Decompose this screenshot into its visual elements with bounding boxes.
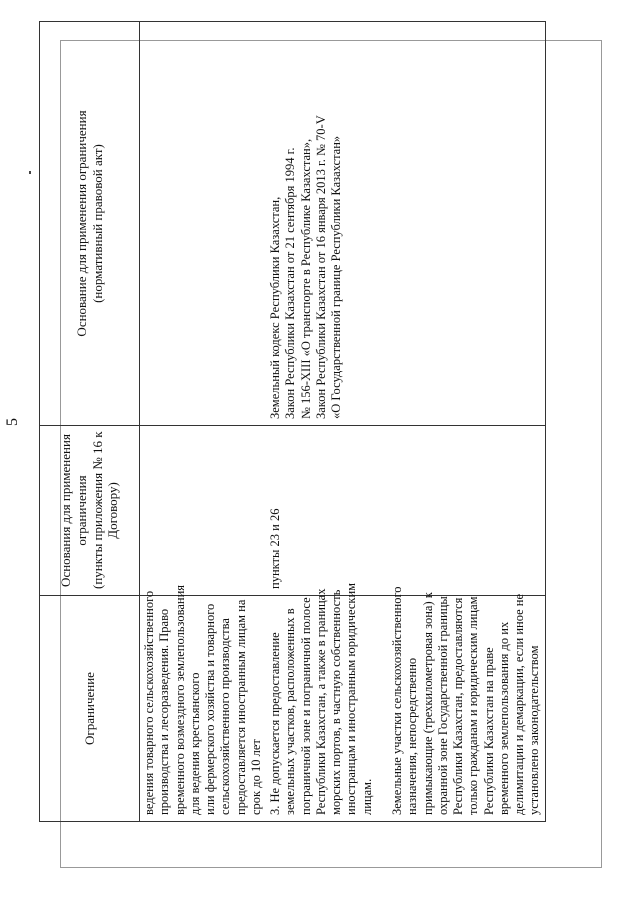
text-line: назначения, непосредственно <box>405 657 420 815</box>
text-line: морских портов, в частную собственность <box>329 589 343 815</box>
text-line: временного возмездного землепользования <box>172 584 187 815</box>
text-line: примыкающие (трехкилометровая зона) к <box>420 592 435 815</box>
header-basis-legal <box>40 22 140 426</box>
text-line: лицам. <box>359 778 374 815</box>
restrictions-table <box>39 21 546 822</box>
text-line: «О Государственной границе Республики Казахстан» <box>329 135 343 419</box>
text-line: производства и лесоразведения. Право <box>157 608 172 815</box>
table-header-row <box>40 22 140 822</box>
text-line: срок до 10 лет <box>248 739 263 815</box>
text-line: 3. Не допускается предоставление <box>268 632 282 815</box>
text-line: охранной зоне Государственной границы <box>435 596 450 815</box>
rotated-page-content <box>4 22 542 822</box>
text-line: для ведения крестьянского <box>187 672 202 815</box>
text-line: сельскохозяйственного производства <box>218 618 233 815</box>
text-line: установлено законодательством <box>527 645 542 815</box>
text-line: пункты 23 и 26 <box>268 508 282 589</box>
text-line <box>375 602 390 815</box>
text-line: Договору) <box>105 482 121 539</box>
text-line: временного землепользования до их <box>496 621 511 815</box>
text-line: (нормативный правовой акт) <box>89 144 105 303</box>
text-line: ведения товарного сельскохозяйственного <box>142 590 156 815</box>
cell-basis-legal <box>266 22 545 426</box>
table-row <box>140 22 267 822</box>
cell-restriction <box>140 584 267 822</box>
table-row <box>266 22 545 822</box>
text-line: земельных участков, расположенных в <box>283 608 298 815</box>
text-line: делимитации и демаркации, если иное не <box>512 593 526 815</box>
text-line: только гражданам и юридическим лицам <box>466 596 481 815</box>
cell-restriction <box>266 582 545 822</box>
text-line: ограничения <box>73 475 89 546</box>
text-line: предоставляется иностранным лицам на <box>233 599 248 815</box>
text-line: Закон Республики Казахстан от 16 января 2013 г. № 70-V <box>313 115 328 419</box>
header-basis-agreement <box>40 426 140 596</box>
text-line: Республики Казахстан на праве <box>481 647 496 815</box>
text-line: пограничной зоне и пограничной полосе <box>298 597 313 815</box>
cell-basis-legal <box>140 22 267 426</box>
header-restriction: Ограничение <box>40 596 140 822</box>
text-line: Республики Казахстан, предоставляются <box>451 597 465 815</box>
page-number: 5 <box>4 418 21 426</box>
cell-basis-agreement <box>140 426 267 596</box>
text-line: Закон Республики Казахстан от 21 сентября 1994 г. <box>283 147 298 419</box>
text-line: Земельный кодекс Республики Казахстан, <box>268 196 282 419</box>
text-line: Земельные участки сельскохозяйственного <box>390 586 404 815</box>
text-line: Основание для применения ограничения <box>73 110 89 337</box>
text-line: иностранцам и иностранным юридическим <box>344 582 359 815</box>
cell-basis-agreement <box>266 426 545 596</box>
text-line: (пункты приложения № 16 к <box>89 431 105 589</box>
text-line: Основания для применения <box>57 434 73 587</box>
text-line: или фермерского хозяйства и товарного <box>203 603 217 815</box>
text-line: № 156-XIII «О транспорте в Республике Казахстан», <box>298 138 313 419</box>
text-line: Республики Казахстан, а также в границах <box>313 588 328 815</box>
